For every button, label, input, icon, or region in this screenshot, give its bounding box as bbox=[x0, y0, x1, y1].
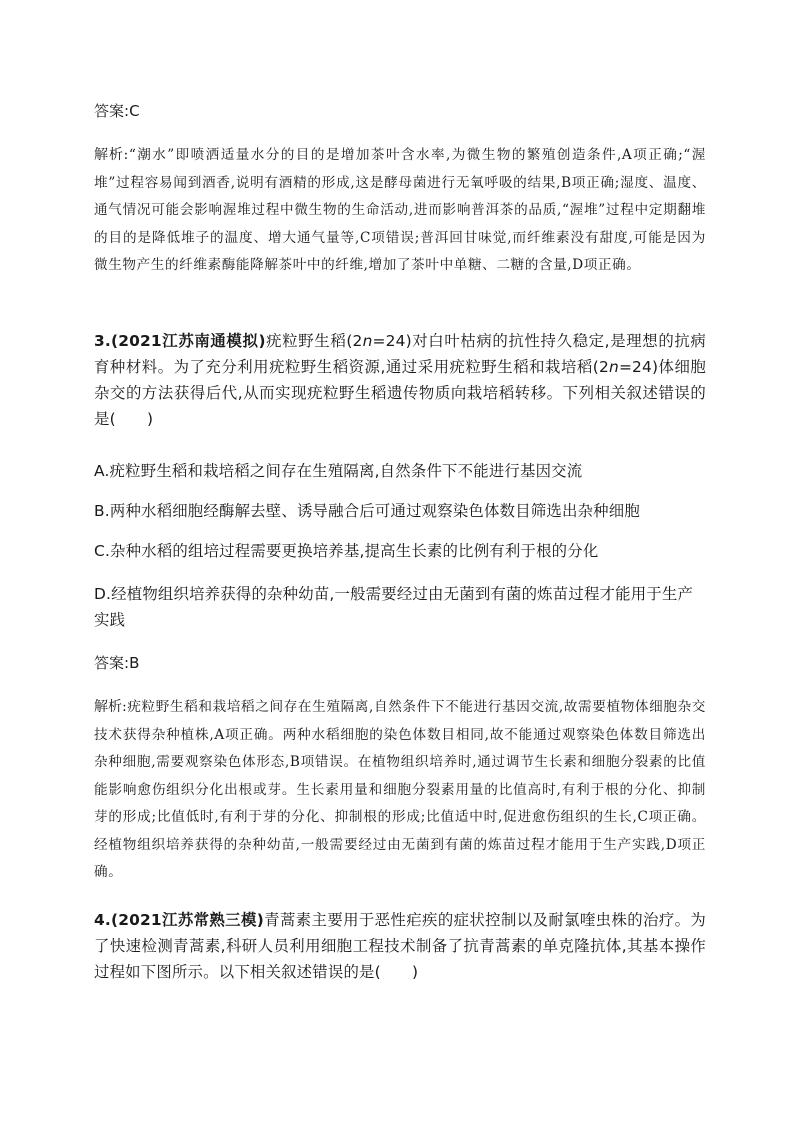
option-c: C.杂种水稻的组培过程需要更换培养基,提高生长素的比例有利于根的分化 bbox=[94, 542, 599, 560]
option-d: D.经植物组织培养获得的杂种幼苗,一般需要经过由无菌到有菌的炼苗过程才能用于生产实践 bbox=[94, 585, 694, 629]
italic-n: n bbox=[608, 358, 619, 376]
option-a: A.疣粒野生稻和栽培稻之间存在生殖隔离,自然条件下不能进行基因交流 bbox=[94, 462, 583, 480]
analysis-paragraph-1 bbox=[94, 142, 706, 280]
answer-value: :C bbox=[124, 102, 140, 120]
answer-label: 答案 bbox=[94, 102, 125, 120]
italic-n: n bbox=[362, 332, 373, 350]
analysis-label: 解析 bbox=[94, 699, 123, 715]
question-text-part-b: =24)对白叶枯病的抗性持久稳定,是理想的抗病育种材料。为了充分利用疣粒野生稻资源,通过采用疣粒野生稻和栽培稻(2 bbox=[94, 332, 706, 376]
answer-line-2 bbox=[94, 652, 706, 674]
question-4 bbox=[94, 907, 706, 985]
question-source: .(2021江苏常熟三模) bbox=[104, 911, 264, 929]
answer-line-1 bbox=[94, 100, 706, 122]
question-text-part-a: 疣粒野生稻(2 bbox=[265, 332, 363, 350]
question-number: 4 bbox=[94, 911, 105, 929]
analysis-label: 解析 bbox=[94, 147, 124, 163]
option-b: B.两种水稻细胞经酶解去壁、诱导融合后可通过观察染色体数目筛选出杂种细胞 bbox=[94, 502, 640, 520]
question-3 bbox=[94, 328, 706, 432]
analysis-text: :疣粒野生稻和栽培稻之间存在生殖隔离,自然条件下不能进行基因交流,故需要植物体细胞杂交技术获得杂种植株,A项正确。两种水稻细胞的染色体数目相同,故不能通过观察染色体数目筛选出杂种细胞,需要观察染色体形态,B项错误。在植物组织培养时,通过调节生长素和细胞分裂素的比值能影响愈伤组织分化出根或芽。生长素用量和细胞分裂素用量的比值高时,有利于根的分化、抑制芽的形成;比值低时,有利于芽的分化、抑制根的形成;比值适中时,促进愈伤组织的生长,C项正确。经植物组织培养获得的杂种幼苗,一般需要经过由无菌到有菌的炼苗过程才能用于生产实践,D项正确。 bbox=[94, 699, 706, 880]
question-number: 3 bbox=[94, 332, 105, 350]
question-text: 青蒿素主要用于恶性疟疾的症状控制以及耐氯喹虫株的治疗。为了快速检测青蒿素,科研人员利用细胞工程技术制备了抗青蒿素的单克隆抗体,其基本操作过程如下图所示。以下相关叙述错误的是( ) bbox=[94, 911, 706, 981]
question-source: .(2021江苏南通模拟) bbox=[104, 332, 266, 350]
answer-label: 答案 bbox=[94, 654, 125, 672]
question-text-part-c: =24)体细胞杂交的方法获得后代,从而实现疣粒野生稻遗传物质向栽培稻转移。下列相关叙述错误的是( ) bbox=[94, 358, 706, 428]
analysis-text: :“潮水”即喷洒适量水分的目的是增加茶叶含水率,为微生物的繁殖创造条件,A项正确;“渥堆”过程容易闻到酒香,说明有酒精的形成,这是酵母菌进行无氧呼吸的结果,B项正确;湿度、温度、通气情况可能会影响渥堆过程中微生物的生命活动,进而影响普洱茶的品质,“渥堆”过程中定期翻堆的目的是降低堆子的温度、增大通气量等,C项错误;普洱回甘味觉,而纤维素没有甜度,可能是因为微生物产生的纤维素酶能降解茶叶中的纤维,增加了茶叶中单糖、二糖的含量,D项正确。 bbox=[94, 147, 706, 273]
analysis-paragraph-2 bbox=[94, 694, 706, 887]
answer-value: :B bbox=[124, 654, 140, 672]
